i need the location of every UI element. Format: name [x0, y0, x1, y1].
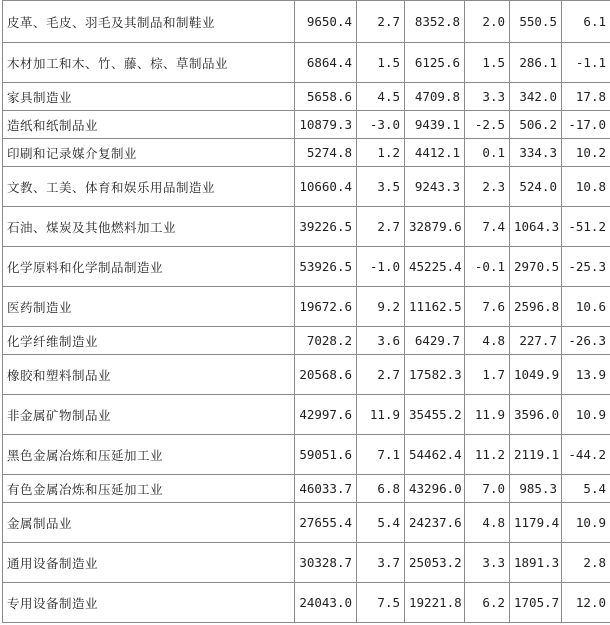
- growth-3-cell: 12.0: [562, 583, 610, 623]
- industry-name-cell: 专用设备制造业: [3, 583, 295, 623]
- growth-2-cell: 4.8: [465, 327, 510, 355]
- industry-name-cell: 医药制造业: [3, 287, 295, 327]
- growth-1-cell: 4.5: [357, 83, 405, 111]
- value-3-cell: 1049.9: [510, 355, 562, 395]
- growth-1-cell: 2.7: [357, 1, 405, 43]
- industry-name-cell: 化学原料和化学制品制造业: [3, 247, 295, 287]
- value-1-cell: 24043.0: [295, 583, 357, 623]
- industry-name-cell: 橡胶和塑料制品业: [3, 355, 295, 395]
- value-3-cell: 2119.1: [510, 435, 562, 475]
- industry-statistics-table: [2, 0, 610, 623]
- growth-3-cell: 10.8: [562, 167, 610, 207]
- value-1-cell: 42997.6: [295, 395, 357, 435]
- growth-2-cell: 2.3: [465, 167, 510, 207]
- growth-3-cell: 10.6: [562, 287, 610, 327]
- growth-3-cell: -1.1: [562, 43, 610, 83]
- industry-name-cell: 黑色金属冶炼和压延加工业: [3, 435, 295, 475]
- growth-1-cell: 7.1: [357, 435, 405, 475]
- value-1-cell: 10879.3: [295, 111, 357, 139]
- growth-1-cell: 3.7: [357, 543, 405, 583]
- table-row: [3, 543, 610, 583]
- value-1-cell: 9650.4: [295, 1, 357, 43]
- growth-3-cell: -51.2: [562, 207, 610, 247]
- growth-2-cell: 0.1: [465, 139, 510, 167]
- table-row: [3, 327, 610, 355]
- table-row: [3, 43, 610, 83]
- value-2-cell: 45225.4: [405, 247, 465, 287]
- value-3-cell: 506.2: [510, 111, 562, 139]
- value-1-cell: 46033.7: [295, 475, 357, 503]
- value-2-cell: 6429.7: [405, 327, 465, 355]
- value-2-cell: 9243.3: [405, 167, 465, 207]
- value-1-cell: 5658.6: [295, 83, 357, 111]
- growth-1-cell: 2.7: [357, 355, 405, 395]
- value-2-cell: 54462.4: [405, 435, 465, 475]
- growth-2-cell: -0.1: [465, 247, 510, 287]
- value-3-cell: 1891.3: [510, 543, 562, 583]
- industry-name-cell: 金属制品业: [3, 503, 295, 543]
- industry-name-cell: 文教、工美、体育和娱乐用品制造业: [3, 167, 295, 207]
- growth-3-cell: -17.0: [562, 111, 610, 139]
- value-1-cell: 59051.6: [295, 435, 357, 475]
- value-2-cell: 4709.8: [405, 83, 465, 111]
- growth-1-cell: -1.0: [357, 247, 405, 287]
- value-2-cell: 24237.6: [405, 503, 465, 543]
- value-2-cell: 43296.0: [405, 475, 465, 503]
- growth-2-cell: 11.9: [465, 395, 510, 435]
- growth-3-cell: 10.9: [562, 503, 610, 543]
- growth-1-cell: 1.5: [357, 43, 405, 83]
- table-row: [3, 355, 610, 395]
- value-2-cell: 11162.5: [405, 287, 465, 327]
- industry-name-cell: 非金属矿物制品业: [3, 395, 295, 435]
- value-3-cell: 3596.0: [510, 395, 562, 435]
- value-1-cell: 5274.8: [295, 139, 357, 167]
- value-3-cell: 227.7: [510, 327, 562, 355]
- growth-1-cell: 2.7: [357, 207, 405, 247]
- growth-3-cell: 13.9: [562, 355, 610, 395]
- growth-1-cell: 1.2: [357, 139, 405, 167]
- growth-2-cell: 3.3: [465, 83, 510, 111]
- value-1-cell: 7028.2: [295, 327, 357, 355]
- value-3-cell: 524.0: [510, 167, 562, 207]
- growth-3-cell: -26.3: [562, 327, 610, 355]
- growth-2-cell: 2.0: [465, 1, 510, 43]
- industry-name-cell: 石油、煤炭及其他燃料加工业: [3, 207, 295, 247]
- value-3-cell: 985.3: [510, 475, 562, 503]
- industry-name-cell: 通用设备制造业: [3, 543, 295, 583]
- value-3-cell: 2596.8: [510, 287, 562, 327]
- value-1-cell: 6864.4: [295, 43, 357, 83]
- value-1-cell: 10660.4: [295, 167, 357, 207]
- growth-3-cell: 2.8: [562, 543, 610, 583]
- growth-3-cell: 10.9: [562, 395, 610, 435]
- growth-3-cell: 5.4: [562, 475, 610, 503]
- table-row: [3, 583, 610, 623]
- value-3-cell: 550.5: [510, 1, 562, 43]
- value-3-cell: 342.0: [510, 83, 562, 111]
- table-row: [3, 503, 610, 543]
- growth-3-cell: 6.1: [562, 1, 610, 43]
- industry-name-cell: 化学纤维制造业: [3, 327, 295, 355]
- growth-1-cell: 9.2: [357, 287, 405, 327]
- growth-3-cell: -25.3: [562, 247, 610, 287]
- industry-name-cell: 木材加工和木、竹、藤、棕、草制品业: [3, 43, 295, 83]
- table-row: [3, 83, 610, 111]
- growth-2-cell: 3.3: [465, 543, 510, 583]
- growth-2-cell: 7.6: [465, 287, 510, 327]
- growth-3-cell: 17.8: [562, 83, 610, 111]
- table-row: [3, 287, 610, 327]
- growth-1-cell: 7.5: [357, 583, 405, 623]
- value-2-cell: 35455.2: [405, 395, 465, 435]
- value-1-cell: 30328.7: [295, 543, 357, 583]
- growth-2-cell: -2.5: [465, 111, 510, 139]
- table-row: [3, 139, 610, 167]
- value-2-cell: 25053.2: [405, 543, 465, 583]
- value-2-cell: 9439.1: [405, 111, 465, 139]
- value-2-cell: 19221.8: [405, 583, 465, 623]
- industry-name-cell: 印刷和记录媒介复制业: [3, 139, 295, 167]
- growth-2-cell: 7.4: [465, 207, 510, 247]
- value-1-cell: 39226.5: [295, 207, 357, 247]
- table-row: [3, 207, 610, 247]
- table-row: [3, 111, 610, 139]
- value-3-cell: 2970.5: [510, 247, 562, 287]
- growth-2-cell: 11.2: [465, 435, 510, 475]
- growth-1-cell: 3.5: [357, 167, 405, 207]
- industry-name-cell: 造纸和纸制品业: [3, 111, 295, 139]
- industry-name-cell: 皮革、毛皮、羽毛及其制品和制鞋业: [3, 1, 295, 43]
- table-row: [3, 247, 610, 287]
- value-2-cell: 6125.6: [405, 43, 465, 83]
- value-3-cell: 1179.4: [510, 503, 562, 543]
- growth-1-cell: 5.4: [357, 503, 405, 543]
- table-body: [3, 1, 610, 623]
- growth-3-cell: 10.2: [562, 139, 610, 167]
- growth-2-cell: 7.0: [465, 475, 510, 503]
- value-1-cell: 53926.5: [295, 247, 357, 287]
- table-row: [3, 1, 610, 43]
- growth-2-cell: 1.5: [465, 43, 510, 83]
- industry-name-cell: 家具制造业: [3, 83, 295, 111]
- table-row: [3, 167, 610, 207]
- growth-1-cell: 11.9: [357, 395, 405, 435]
- growth-2-cell: 1.7: [465, 355, 510, 395]
- value-1-cell: 27655.4: [295, 503, 357, 543]
- value-3-cell: 286.1: [510, 43, 562, 83]
- table-row: [3, 395, 610, 435]
- value-2-cell: 17582.3: [405, 355, 465, 395]
- growth-2-cell: 6.2: [465, 583, 510, 623]
- growth-1-cell: 3.6: [357, 327, 405, 355]
- value-3-cell: 1705.7: [510, 583, 562, 623]
- growth-2-cell: 4.8: [465, 503, 510, 543]
- value-1-cell: 20568.6: [295, 355, 357, 395]
- value-3-cell: 334.3: [510, 139, 562, 167]
- table-row: [3, 435, 610, 475]
- table-row: [3, 475, 610, 503]
- value-2-cell: 4412.1: [405, 139, 465, 167]
- value-2-cell: 32879.6: [405, 207, 465, 247]
- growth-3-cell: -44.2: [562, 435, 610, 475]
- value-3-cell: 1064.3: [510, 207, 562, 247]
- value-1-cell: 19672.6: [295, 287, 357, 327]
- industry-name-cell: 有色金属冶炼和压延加工业: [3, 475, 295, 503]
- value-2-cell: 8352.8: [405, 1, 465, 43]
- growth-1-cell: 6.8: [357, 475, 405, 503]
- growth-1-cell: -3.0: [357, 111, 405, 139]
